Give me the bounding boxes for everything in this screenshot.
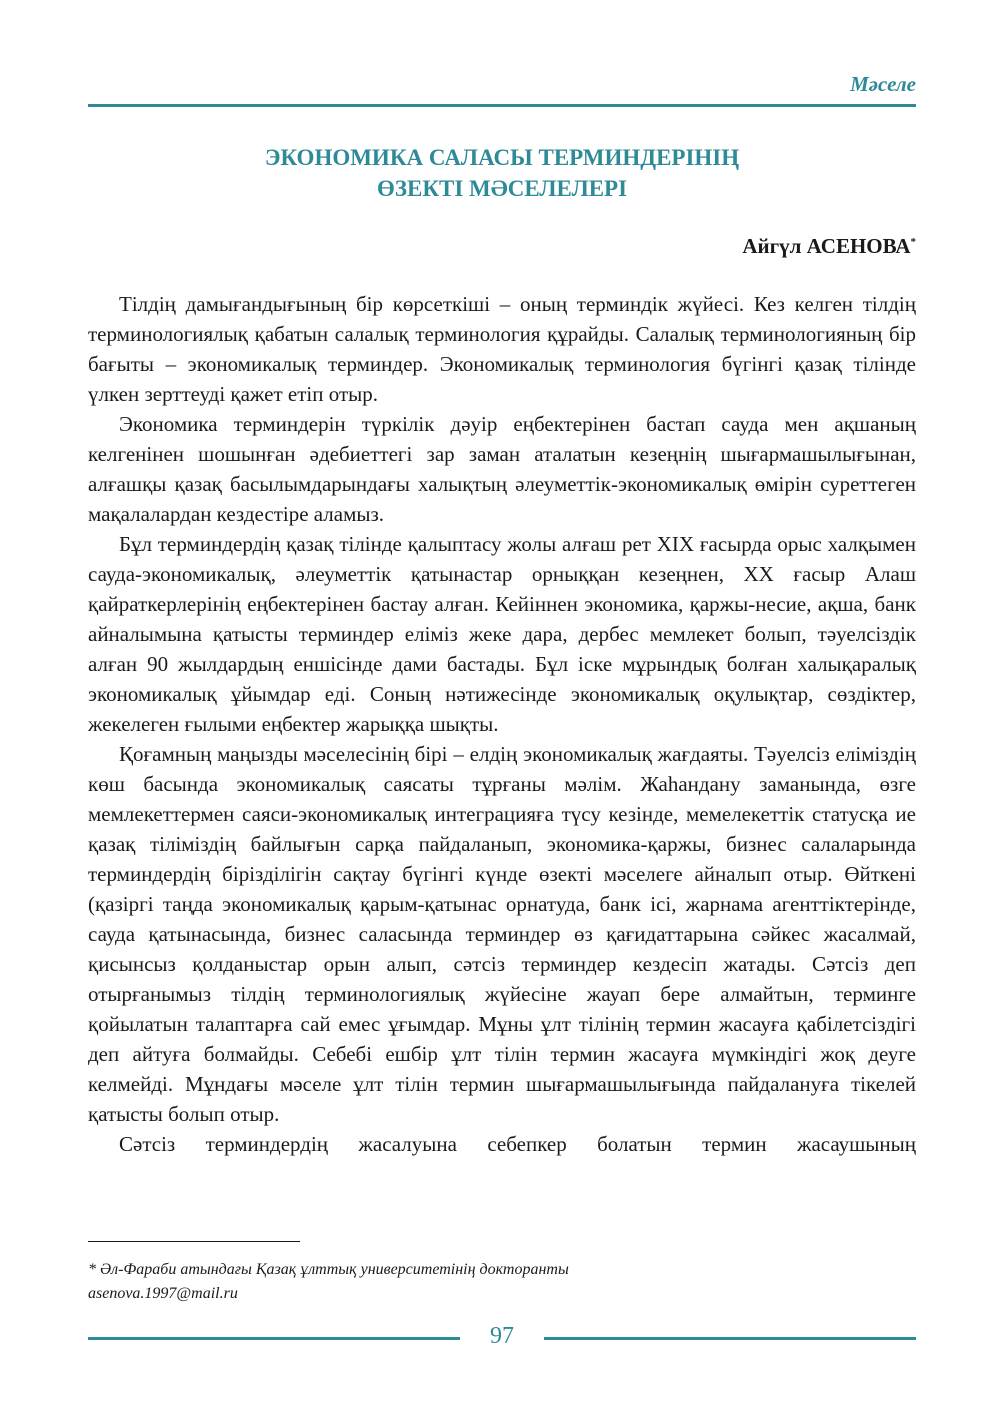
- author-footnote-mark[interactable]: *: [910, 236, 916, 248]
- footer-rule-right: [544, 1337, 916, 1340]
- author-name: [742, 234, 916, 259]
- paragraph-4: Қоғамның маңызды мәселесінің бірі – елдің экономикалық жағдаяты. Тәуелсіз еліміздің көш басында экономикалық саясаты тұрғаны мәлім. Жаһандану заманында, өзге мемлекеттермен саяси-экономикалық интеграцияға түсу кезінде, мемелекеттік статусқа ие қазақ тіліміздің байлығын сарқа пайдаланып, экономика-қаржы, бизнес салаларында терминдердің бірізділігін сақтау бүгінгі күнде өзекті мәселеге айналып отыр. Өйткені (қазіргі таңда экономикалық қарым-қатынас орнатуда, банк ісі, жарнама агенттіктерінде, сауда қатынасында, бизнес саласында терминдер өз қағидаттарына сәйкес жасалмай, қисынсыз қолданыстар орын алып, сәтсіз терминдер кездесіп жатады. Сәтсіз деп отырғанымыз тілдің терминологиялық жүйесіне жауап бере алмайтын, терминге қойылатын талаптарға сай емес ұғымдар. Мұны ұлт тілінің термин жасауға қабілетсіздігі деп айтуға болмайды. Себебі ешбір ұлт тілін термин жасауға мүмкіндігі жоқ деуге келмейді. Мұндағы мәселе ұлт тілін термин шығармашылығында пайдалануға тікелей қатысты болып отыр.: [88, 742, 916, 1126]
- paragraph-3: Бұл терминдердің қазақ тілінде қалыптасу жолы алғаш рет XIX ғасырда орыс халқымен сауда-экономикалық, әлеуметтік қатынастар орныққан кезеңнен, XX ғасыр Алаш қайраткерлерінің еңбектерінен бастау алған. Кейіннен экономика, қаржы-несие, ақша, банк айналымына қатысты терминдер еліміз жеке дара, дербес мемлекет болып, тәуелсіздік алған 90 жылдардың еншісінде дами бастады. Бұл іске мұрындық болған халықаралық экономикалық ұйымдар еді. Соның нәтижесінде экономикалық оқулықтар, сөздіктер, жекелеген ғылыми еңбектер жарыққа шықты.: [88, 532, 916, 736]
- page-number: 97: [490, 1323, 514, 1349]
- header-rule: [88, 104, 916, 107]
- section-label: Мәселе: [850, 72, 916, 96]
- title-line-2: ӨЗЕКТІ МӘСЕЛЕЛЕРІ: [376, 176, 628, 201]
- footnote-divider: [88, 1241, 300, 1242]
- paragraph-5: Сәтсіз терминдердің жасалуына себепкер болатын термин жасаушының: [119, 1132, 916, 1156]
- footnote-email[interactable]: asenova.1997@mail.ru: [88, 1285, 238, 1302]
- title-line-1: ЭКОНОМИКА САЛАСЫ ТЕРМИНДЕРІНІҢ: [264, 145, 740, 170]
- article-body: [88, 289, 916, 1159]
- footer-rule-left: [88, 1337, 460, 1340]
- article-title: [88, 142, 916, 204]
- paragraph-2: Экономика терминдерін түркілік дәуір еңбектерінен бастап сауда мен ақшаның келгенінен шошынған әдебиеттегі зар заман аталатын кезеңнің шығармашылығынан, алғашқы қазақ басылымдарындағы халықтың әлеуметтік-экономикалық өмірін суреттеген мақалалардан кездестіре аламыз.: [88, 412, 916, 526]
- footnote: [88, 1258, 569, 1306]
- paragraph-1: Тілдің дамығандығының бір көрсеткіші – оның терминдік жүйесі. Кез келген тілдің терминологиялық қабатын салалық терминология құрайды. Салалық терминологияның бір бағыты – экономикалық терминдер. Экономикалық терминология бүгінгі қазақ тілінде үлкен зерттеуді қажет етіп отыр.: [88, 292, 916, 406]
- author-name-text: Айгүл АСЕНОВА: [742, 234, 911, 258]
- footnote-affiliation: * Әл-Фараби атындағы Қазақ ұлттық университетінің докторанты: [88, 1261, 569, 1278]
